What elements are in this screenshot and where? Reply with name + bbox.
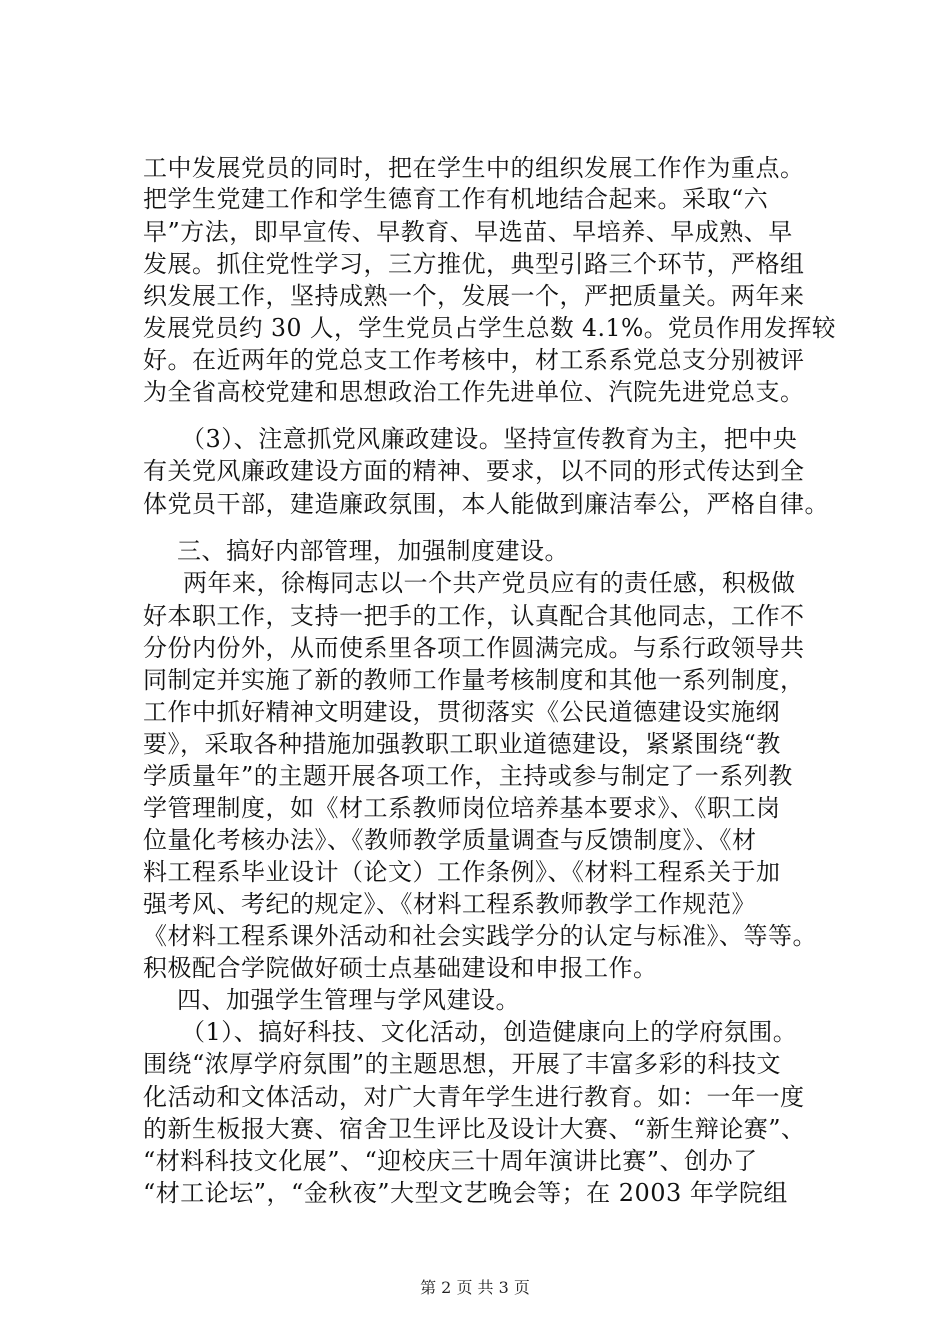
text-line: “材料科技文化展”、“迎校庆三十周年演讲比赛”、创办了: [143, 1147, 758, 1175]
text-line: 好本职工作，支持一把手的工作，认真配合其他同志，工作不: [143, 602, 805, 630]
text-line: 积极配合学院做好硕士点基础建设和申报工作。: [143, 954, 658, 982]
text-line: 把学生党建工作和学生德育工作有机地结合起来。采取“六: [143, 185, 769, 213]
text-line: 位量化考核办法》、《教师教学质量调查与反馈制度》、《材: [143, 826, 757, 854]
text-line: 发展。抓住党性学习，三方推优，典型引路三个环节，严格组: [143, 250, 805, 278]
text-line: 料工程系毕业设计（论文）工作条例》、《材料工程系关于加: [143, 858, 781, 886]
text-line: （3）、注意抓党风廉政建设。坚持宣传教育为主，把中央: [181, 425, 798, 453]
text-line: 织发展工作，坚持成熟一个，发展一个，严把质量关。两年来: [143, 282, 805, 310]
text-line: 《材料工程系课外活动和社会实践学分的认定与标准》、等等。: [143, 922, 817, 950]
text-line: 学质量年”的主题开展各项工作，主持或参与制定了一系列教: [143, 762, 793, 790]
text-line: 工中发展党员的同时，把在学生中的组织发展工作作为重点。: [143, 154, 805, 182]
text-line: 四、加强学生管理与学风建设。: [177, 986, 520, 1014]
text-line: 的新生板报大赛、宿舍卫生评比及设计大赛、“新生辩论赛”、: [143, 1115, 806, 1143]
text-line: 三、搞好内部管理，加强制度建设。: [177, 537, 569, 565]
text-line: 强考风、考纪的规定》、《材料工程系教师教学工作规范》: [143, 890, 756, 918]
text-line: 为全省高校党建和思想政治工作先进单位、汽院先进党总支。: [143, 378, 805, 406]
text-line: 体党员干部，建造廉政氛围，本人能做到廉洁奉公，严格自律。: [143, 490, 829, 518]
text-line: 发展党员约 30 人，学生党员占学生总数 4.1%。党员作用发挥较: [143, 314, 836, 342]
text-line: （1）、搞好科技、文化活动，创造健康向上的学府氛围。: [181, 1018, 798, 1046]
text-line: 有关党风廉政建设方面的精神、要求，以不同的形式传达到全: [143, 457, 805, 485]
text-line: 两年来，徐梅同志以一个共产党员应有的责任感，积极做: [183, 569, 796, 597]
text-line: “材工论坛”，“金秋夜”大型文艺晚会等；在 2003 年学院组: [143, 1179, 788, 1207]
text-line: 分份内份外，从而使系里各项工作圆满完成。与系行政领导共: [143, 634, 805, 662]
text-line: 早”方法，即早宣传、早教育、早选苗、早培养、早成熟、早: [143, 218, 793, 246]
text-line: 同制定并实施了新的教师工作量考核制度和其他一系列制度，: [143, 666, 805, 694]
text-line: 工作中抓好精神文明建设，贯彻落实《公民道德建设实施纲: [143, 698, 780, 726]
text-line: 好。在近两年的党总支工作考核中，材工系系党总支分别被评: [143, 346, 805, 374]
text-line: 学管理制度，如《材工系教师岗位培养基本要求》、《职工岗: [143, 794, 781, 822]
text-line: 要》，采取各种措施加强教职工职业道德建设，紧紧围绕“教: [143, 730, 781, 758]
text-line: 围绕“浓厚学府氛围”的主题思想，开展了丰富多彩的科技文: [143, 1050, 782, 1078]
page-footer: 第 2 页 共 3 页: [420, 1278, 530, 1297]
text-line: 化活动和文体活动，对广大青年学生进行教育。如：一年一度: [143, 1083, 805, 1111]
